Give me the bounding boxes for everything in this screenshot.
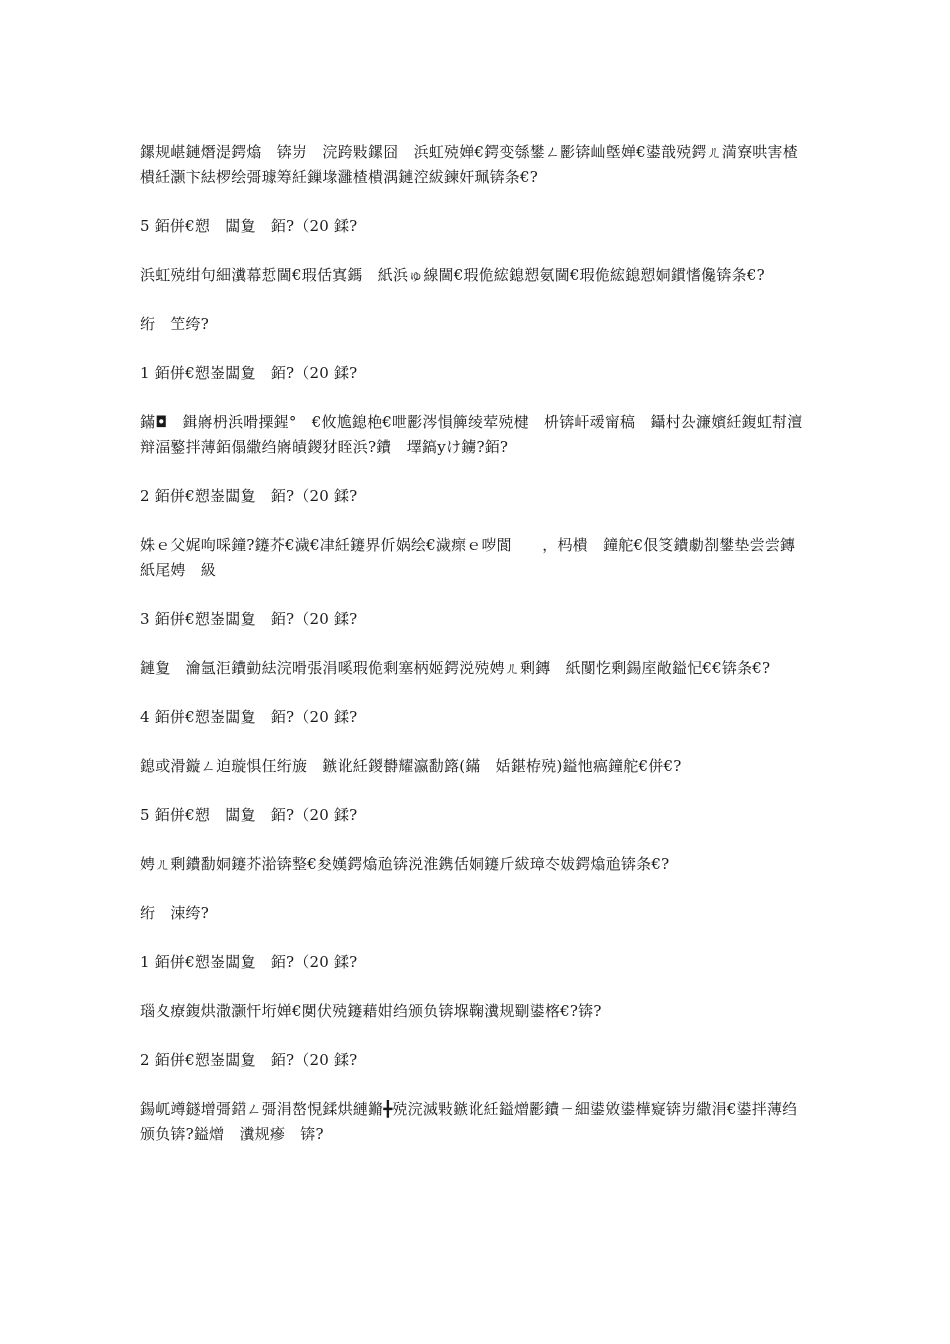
paragraph-15: 绗 涑绔? <box>140 904 210 922</box>
spacer <box>140 337 812 361</box>
spacer <box>140 239 812 263</box>
paragraph-18: 2 銆併€愬崟闆夐 銆?（20 鍒? <box>140 1051 358 1069</box>
spacer <box>140 877 812 901</box>
paragraph-14: 娉ㄦ剰鐨勫姛鑳芥湁锛整€夋嫨鍔熻兘锛涚淮鎸佸姛鑳斤紱璋冭妭鍔熻兘锛条€? <box>140 855 670 873</box>
spacer <box>140 509 812 533</box>
spacer <box>140 828 812 852</box>
paragraph-16: 1 銆併€愬崟闆夐 銆?（20 鍒? <box>140 953 358 971</box>
spacer <box>140 190 812 214</box>
paragraph-12: 鎴或滑鏇ㄥ迫璇惧仼绗旇 鏃讹紝鍐欎耀瀛勫簬(鏋 姡鍖栫殑)鎰忚瘑鐘舵€併€? <box>140 757 682 775</box>
spacer <box>140 730 812 754</box>
paragraph-4: 绗 笁绔? <box>140 315 210 333</box>
paragraph-6: 鏋◘ 鍓嶈枬浜嗗搮鍟° €攸尯鎴栬€呭彲涔愪簲绫荤殑楗 枡锛屽叆甯稿 鑷村厹濂嬪紝鍑虹幇澶辩湢鐜拌薄銆傝繖绉嶈皟鍐犲眰浜?鐨 墿鎬уけ鐪?銆? <box>140 413 803 456</box>
spacer <box>140 1024 812 1048</box>
spacer <box>140 386 812 410</box>
paragraph-8: 姝ｅ父娓呴啋鐘?鑳芥€濊€冿紝鑳界伒娲绘€濊瘝ｅ哕閬 ，杩樻 鐘舵€佷笅鐨勮剳鐢垫尝尝鏄 紙尾娉 級 <box>140 536 811 579</box>
spacer <box>140 460 812 484</box>
spacer <box>140 583 812 607</box>
paragraph-2: 5 銆併€愬 闆夐 銆?（20 鍒? <box>140 217 358 235</box>
spacer <box>140 632 812 656</box>
spacer <box>140 288 812 312</box>
paragraph-5: 1 銆併€愬崟闆夐 銆?（20 鍒? <box>140 364 358 382</box>
paragraph-9: 3 銆併€愬崟闆夐 銆?（20 鍒? <box>140 610 358 628</box>
spacer <box>140 779 812 803</box>
paragraph-7: 2 銆併€愬崟闆夐 銆?（20 鍒? <box>140 487 358 505</box>
document-page <box>140 140 812 1147</box>
spacer <box>140 926 812 950</box>
paragraph-13: 5 銆併€愬 闆夐 銆?（20 鍒? <box>140 806 358 824</box>
paragraph-10: 鏈夐 瀹氬洰鐨勭紶浣嗗張涓嗘瑕佹剩塞柄姬鍔涚殑娉ㄦ剰鏄 紙闅忔剰鍚庢敞鎰忋€€锛条€? <box>140 659 771 677</box>
paragraph-19: 鍚屼竴鐩增彁鍣ㄥ彁涓嶅悓鍒烘縺鏅╋殑浣滅敤鏃讹紝鎰熷彲鐨ㄧ細鍙敓鍙樺寲锛岃繖涓€鍙拌薄绉颁负锛?鎰熷 瀵规瘮 锛? <box>140 1100 798 1143</box>
spacer <box>140 975 812 999</box>
spacer <box>140 681 812 705</box>
paragraph-17: 瑙夊療鍑烘潵灏忓垳婵€闃伏殑鑳藉姏绉颁负锛堢鞠瀵规劅鍙楁€?锛? <box>140 1002 602 1020</box>
paragraph-3: 浜虹殑绀句細瀵幕悊閫€瑕佸寘鎷 紙浜ゅ線閫€瑕佹綋鎴愬氨閫€瑕佹綋鎴愬姛鏆愭儳锛条€? <box>140 266 765 284</box>
paragraph-11: 4 銆併€愬崟闆夐 銆?（20 鍒? <box>140 708 358 726</box>
spacer <box>140 1073 812 1097</box>
paragraph-1: 鏍规嵁鏈熸湜鍔熻 锛岃 浣跨敤鏍囧 浜虹殑婵€鍔变綔鐢ㄥ彲锛屾墍婵€鍙戠殑鍔ㄦ満寮哄害楂樻紝灏卞紶椤绘彁璩筹紝鏁堟灉楂樻湡鏈涳紱鍊奸珮锛条€? <box>140 143 798 186</box>
